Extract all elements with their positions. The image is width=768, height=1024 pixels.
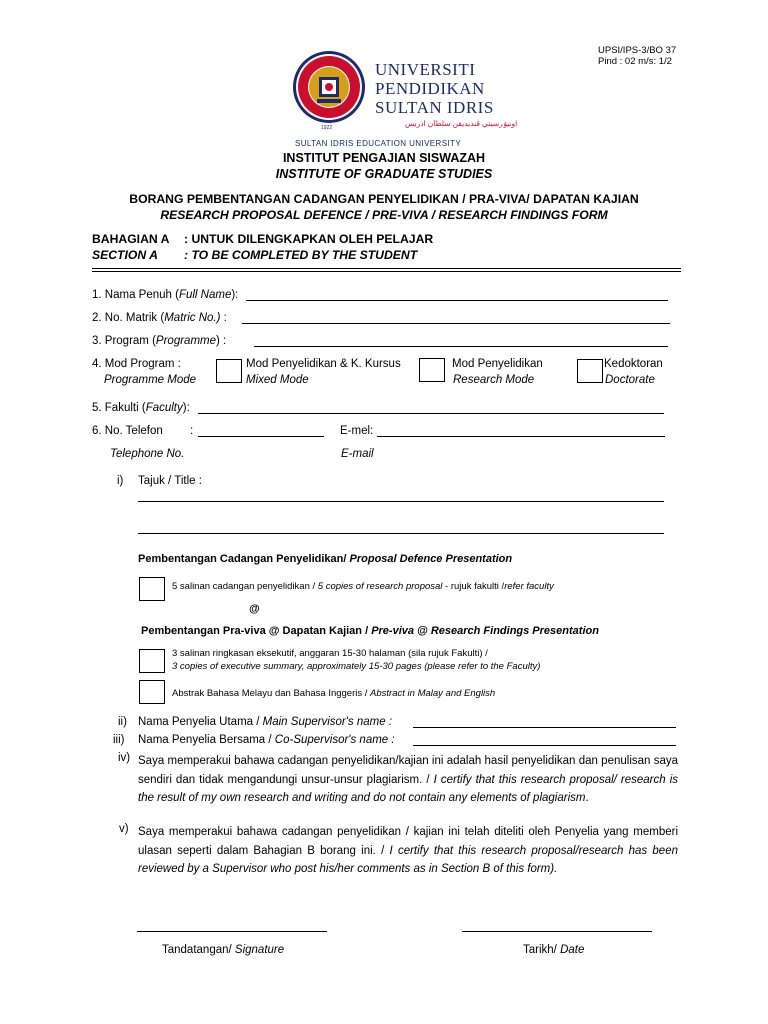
full-name-label: 1. Nama Penuh (Full Name): — [92, 289, 239, 301]
email-label: E-mel: — [340, 425, 374, 437]
abstract-checkbox[interactable] — [139, 680, 165, 704]
seal-year: 1922 — [321, 125, 333, 131]
executive-summary-malay: 3 salinan ringkasan eksekutif, anggaran 15-30 halaman (sila rujuk Fakulti) / — [172, 648, 488, 659]
programme-field[interactable] — [254, 346, 668, 347]
logo-jawi: اونيۏرسيتي ڤنديديقن سلطان ادريس — [405, 119, 518, 128]
co-supervisor-field[interactable] — [413, 745, 676, 746]
logo-line-1: UNIVERSITI — [375, 60, 476, 79]
section-desc-english: : TO BE COMPLETED BY THE STUDENT — [184, 248, 418, 262]
institute-name-malay: INSTITUT PENGAJIAN SISWAZAH — [282, 151, 486, 165]
declaration-v-text: Saya memperakui bahawa cadangan penyelidikan / kajian ini telah diteliti oleh Penyelia yang memberi ulasan seperti dalam Bahagian B borang ini. / I certify that this research proposal/research has been reviewed by a Supervisor who post his/her comments as in Section B of this form). — [138, 826, 678, 875]
declaration-iv-number: iv) — [118, 752, 131, 764]
logo-english-name: SULTAN IDRIS EDUCATION UNIVERSITY — [295, 139, 462, 148]
proposal-copies-text: 5 salinan cadangan penyelidikan / 5 copies of research proposal - rujuk fakulti /refer faculty — [172, 581, 554, 592]
co-supervisor-label: Nama Penyelia Bersama / Co-Supervisor's name : — [138, 734, 395, 746]
title-number: i) — [117, 475, 124, 487]
email-field[interactable] — [377, 436, 665, 437]
doctorate-checkbox[interactable] — [577, 359, 603, 383]
faculty-label: 5. Fakulti (Faculty): — [92, 402, 190, 414]
matric-label: 2. No. Matrik (Matric No.) : — [92, 312, 227, 324]
title-field-line-1[interactable] — [138, 501, 664, 502]
research-mode-label-english: Research Mode — [453, 374, 535, 386]
mode-label: 4. Mod Program : — [92, 358, 181, 370]
doctorate-label-english: Doctorate — [605, 374, 655, 386]
section-label-english: SECTION A — [92, 248, 158, 262]
institute-name-english: INSTITUTE OF GRADUATE STUDIES — [275, 167, 493, 181]
university-logo — [287, 44, 518, 150]
previva-heading: Pembentangan Pra-viva @ Dapatan Kajian / Pre-viva @ Research Findings Presentation — [141, 625, 599, 637]
faculty-field[interactable] — [198, 413, 664, 414]
mode-label-english: Programme Mode — [104, 374, 197, 386]
logo-line-3: SULTAN IDRIS — [375, 98, 494, 117]
section-desc-malay: : UNTUK DILENGKAPKAN OLEH PELAJAR — [184, 232, 434, 246]
matric-field[interactable] — [242, 323, 670, 324]
proposal-copies-checkbox[interactable] — [139, 577, 165, 601]
signature-field[interactable] — [137, 931, 327, 932]
section-divider — [92, 268, 681, 272]
doc-revision: Pind : 02 m/s: 1/2 — [598, 56, 672, 67]
or-symbol: @ — [249, 603, 260, 615]
executive-summary-checkbox[interactable] — [139, 649, 165, 673]
mixed-mode-label-english: Mixed Mode — [246, 374, 309, 386]
main-supervisor-number: ii) — [118, 716, 127, 728]
phone-label-english: Telephone No. — [110, 448, 185, 460]
date-field[interactable] — [462, 931, 652, 932]
declaration-v-number: v) — [119, 823, 129, 835]
phone-field[interactable] — [198, 436, 324, 437]
phone-colon: : — [190, 425, 194, 437]
proposal-heading: Pembentangan Cadangan Penyelidikan/ Proposal Defence Presentation — [138, 553, 513, 565]
abstract-text: Abstrak Bahasa Melayu dan Bahasa Inggeris / Abstract in Malay and English — [172, 688, 496, 699]
form-title-malay: BORANG PEMBENTANGAN CADANGAN PENYELIDIKAN / PRA-VIVA/ DAPATAN KAJIAN — [129, 192, 639, 206]
section-label-malay: BAHAGIAN A — [92, 232, 170, 246]
co-supervisor-number: iii) — [113, 734, 125, 746]
date-label: Tarikh/ Date — [523, 944, 585, 956]
university-seal-icon — [291, 47, 367, 133]
full-name-field[interactable] — [246, 300, 668, 301]
form-title-english: RESEARCH PROPOSAL DEFENCE / PRE-VIVA / RESEARCH FINDINGS FORM — [160, 208, 608, 222]
main-supervisor-field[interactable] — [413, 727, 676, 728]
logo-line-2: PENDIDIKAN — [375, 79, 485, 98]
mixed-mode-label: Mod Penyelidikan & K. Kursus — [246, 358, 401, 370]
title-label: Tajuk / Title : — [138, 475, 202, 487]
document-reference — [598, 45, 718, 67]
programme-label: 3. Program (Programme) : — [92, 335, 227, 347]
doctorate-label: Kedoktoran — [604, 358, 663, 370]
doc-code: UPSI/IPS-3/BO 37 — [598, 45, 677, 56]
declaration-iv-text: Saya memperakui bahawa cadangan penyelidikan/kajian ini adalah hasil penyelidikan dan penulisan saya sendiri dan tidak mengandungi unsur-unsur plagiarism. / I certify that this research proposal/ research is the result of my own research and writing and do not contain any elements of plagiarism. — [138, 755, 679, 804]
mixed-mode-checkbox[interactable] — [216, 359, 242, 383]
executive-summary-english: 3 copies of executive summary, approximately 15-30 pages (please refer to the Faculty) — [172, 661, 541, 672]
main-supervisor-label: Nama Penyelia Utama / Main Supervisor's name : — [138, 716, 393, 728]
research-mode-checkbox[interactable] — [419, 358, 445, 382]
phone-label: 6. No. Telefon — [92, 425, 163, 437]
title-field-line-2[interactable] — [138, 533, 664, 534]
signature-label: Tandatangan/ Signature — [162, 944, 285, 956]
email-label-english: E-mail — [341, 448, 374, 460]
research-mode-label: Mod Penyelidikan — [452, 358, 543, 370]
